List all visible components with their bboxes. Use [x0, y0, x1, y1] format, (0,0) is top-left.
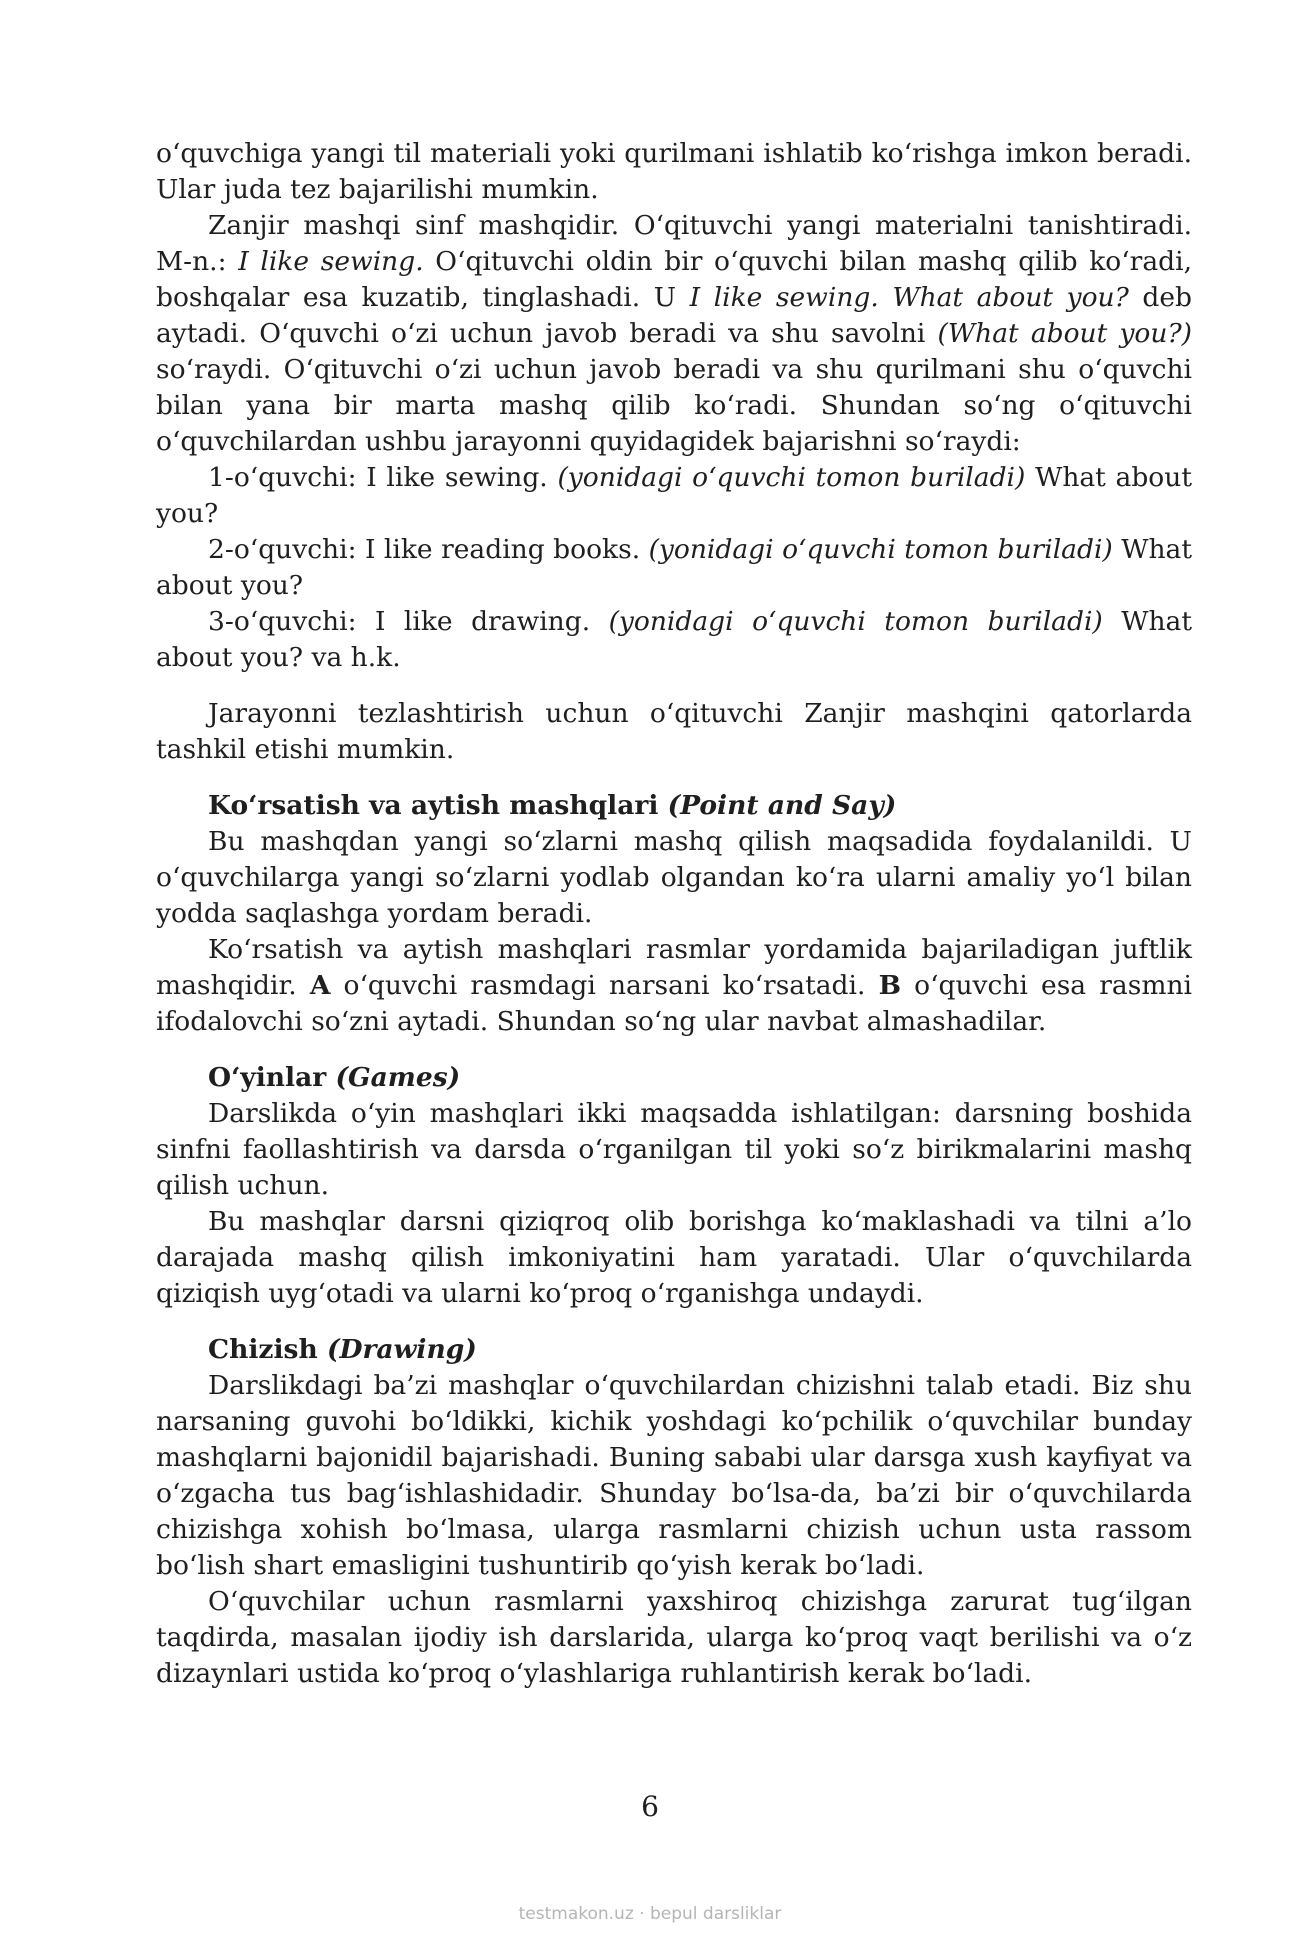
spacer: [156, 1312, 1192, 1332]
spacer: [156, 768, 1192, 788]
paragraph-speed-up: Jarayonni tezlashtirish uchun o‘qituvchi Zanjir mashqini qatorlarda tashkil etishi mumkin.: [156, 698, 1192, 765]
example-line-3: 3-o‘quvchi: I like drawing. (yonidagi o‘quvchi tomon buriladi) What about you? va h.k.: [156, 606, 1192, 673]
paragraph-games-2: Bu mashqlar darsni qiziqroq olib borishga ko‘maklashadi va tilni a’lo darajada mashq qilish imkoniyatini ham yaratadi. Ular o‘quvchilarda qiziqish uyg‘otadi va ularni ko‘proq o‘rganishga undaydi.: [156, 1206, 1192, 1309]
spacer: [156, 1040, 1192, 1060]
example-line-1: 1-o‘quvchi: I like sewing. (yonidagi o‘quvchi tomon buriladi) What about you?: [156, 462, 1192, 529]
section-heading-games: O‘yinlar (Games): [208, 1062, 461, 1093]
paragraph-point-say-1: Bu mashqdan yangi so‘zlarni mashq qilish maqsadida foydalanildi. U o‘quvchilarga yangi so‘zlarni yodlab olgandan ko‘ra ularni amaliy yo‘l bilan yodda saqlashga yordam beradi.: [156, 826, 1192, 929]
example-line-2: 2-o‘quvchi: I like reading books. (yonidagi o‘quvchi tomon buriladi) What about you?: [156, 534, 1192, 601]
section-heading-drawing: Chizish (Drawing): [208, 1334, 477, 1365]
paragraph-point-say-2: Ko‘rsatish va aytish mashqlari rasmlar yordamida bajariladigan juftlik mashqidir. A o‘quvchi rasmdagi narsani ko‘rsatadi. B o‘quvchi esa rasmni ifodalovchi so‘zni aytadi. Shundan so‘ng ular navbat almashadilar.: [156, 934, 1192, 1037]
section-heading-point-and-say: Ko‘rsatish va aytish mashqlari (Point and Say): [208, 790, 897, 821]
paragraph-games-1: Darslikda o‘yin mashqlari ikki maqsadda ishlatilgan: darsning boshida sinfni faollashtirish va darsda o‘rganilgan til yoki so‘z birikmalarini mashq qilish uchun.: [156, 1098, 1192, 1201]
paragraph-drawing-1: Darslikdagi ba’zi mashqlar o‘quvchilardan chizishni talab etadi. Biz shu narsaning guvohi bo‘ldikki, kichik yoshdagi ko‘pchilik o‘quvchilar bunday mashqlarni bajonidil bajarishadi. Buning sababi ular darsga xush kayfiyat va o‘zgacha tus bag‘ishlashidadir. Shunday bo‘lsa-da, ba’zi bir o‘quvchilarda chizishga xohish bo‘lmasa, ularga rasmlarni chizish uchun usta rassom bo‘lish shart emasligini tushuntirib qo‘yish kerak bo‘ladi.: [156, 1370, 1192, 1581]
footer-watermark: testmakon.uz · bepul darsliklar: [518, 1904, 782, 1924]
paragraph-chain-drill: Zanjir mashqi sinf mashqidir. O‘qituvchi yangi materialni tanishtiradi. M-n.: I like sewing. O‘qituvchi oldin bir o‘quvchi bilan mashq qilib ko‘radi, boshqalar esa kuzatib, tinglashadi. U I like sewing. What about you? deb aytadi. O‘quvchi o‘zi uchun javob beradi va shu savolni (What about you?) so‘raydi. O‘qituvchi o‘zi uchun javob beradi va shu qurilmani shu o‘quvchi bilan yana bir marta mashq qilib ko‘radi. Shundan so‘ng o‘qituvchi o‘quvchilardan ushbu jarayonni quyidagidek bajarishni so‘raydi:: [156, 210, 1193, 457]
paragraph-intro: o‘quvchiga yangi til materiali yoki qurilmani ishlatib ko‘rishga imkon beradi. Ular juda tez bajarilishi mumkin.: [156, 138, 1192, 205]
page-number: 6: [641, 1790, 659, 1823]
spacer: [156, 676, 1192, 696]
page-content: [156, 136, 1192, 1692]
paragraph-drawing-2: O‘quvchilar uchun rasmlarni yaxshiroq chizishga zarurat tug‘ilgan taqdirda, masalan ijodiy ish darslarida, ularga ko‘proq vaqt berilishi va o‘z dizaynlari ustida ko‘proq o‘ylashlariga ruhlantirish kerak bo‘ladi.: [156, 1586, 1192, 1689]
